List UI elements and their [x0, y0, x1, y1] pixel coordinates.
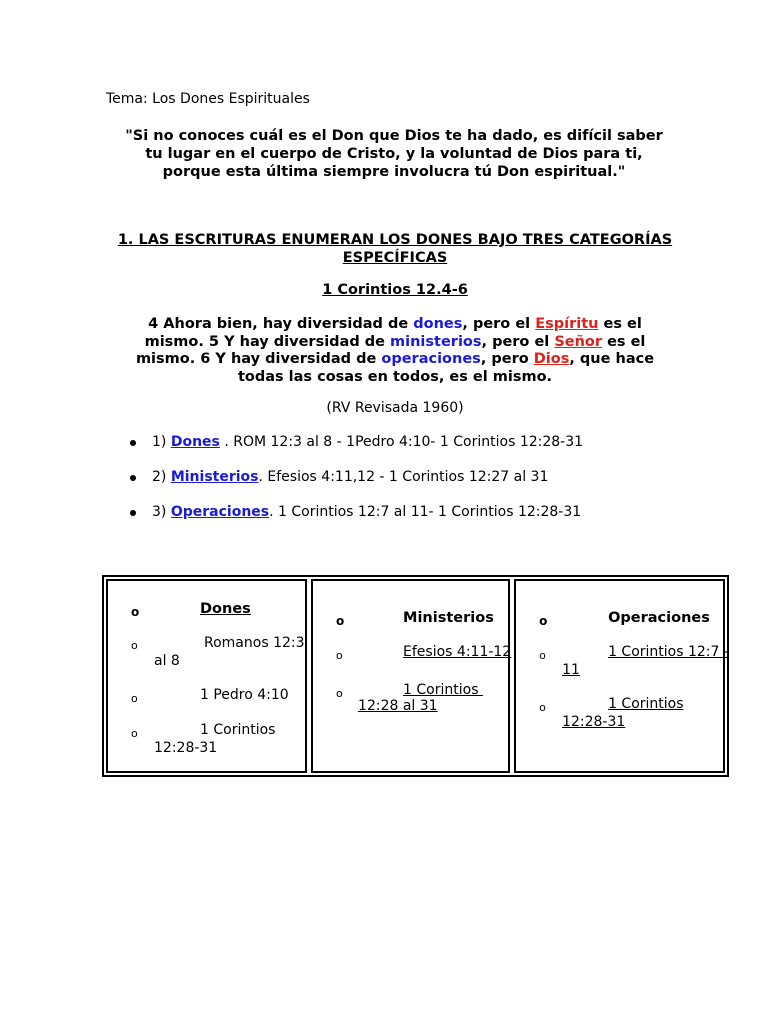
item-references: . ROM 12:3 al 8 - 1Pedro 4:10- 1 Corintios 12:28-31: [219, 434, 584, 450]
topic-line: Tema: Los Dones Espirituales: [106, 91, 310, 107]
gifts-table: [102, 575, 729, 777]
verse-text: , pero: [480, 351, 534, 367]
reference-text: 11: [562, 662, 580, 678]
link-dones[interactable]: Dones: [170, 434, 220, 450]
table-cell-ministerios: [311, 579, 510, 773]
section-heading-line: ESPECÍFICAS: [342, 250, 448, 266]
item-number: 3): [152, 504, 171, 520]
reference-link[interactable]: [336, 644, 512, 660]
item-references: . Efesios 4:11,12 - 1 Corintios 12:27 al 31: [258, 469, 549, 485]
circle-marker-icon: o: [131, 692, 138, 705]
reference-text: 1 Corintios: [200, 722, 276, 738]
table-cell-operaciones: [514, 579, 729, 773]
opening-quote: [120, 127, 668, 181]
quote-line: tu lugar en el cuerpo de Cristo, y la voluntad de Dios para ti,: [145, 146, 643, 162]
reference-text: al 8: [154, 653, 180, 669]
reference-link[interactable]: [539, 696, 683, 712]
verse-text: es el mismo. 5 Y hay diversidad de: [144, 316, 642, 350]
verse-text: 4 Ahora bien, hay diversidad de: [148, 316, 414, 332]
item-number: 1): [152, 434, 171, 450]
verse-word-dones: dones: [413, 316, 463, 332]
quote-line: "Si no conoces cuál es el Don que Dios te ha dado, es difícil saber: [125, 128, 663, 144]
circle-marker-icon: o: [336, 614, 345, 628]
reference-text: 1 Corintios: [608, 696, 684, 712]
reference-text: Romanos 12:3: [204, 635, 305, 651]
reference-link[interactable]: [336, 682, 483, 698]
circle-marker-icon: o: [131, 727, 138, 740]
scripture-verse: [130, 316, 660, 386]
verse-word-dios: Dios: [533, 351, 570, 367]
bullet-icon: [130, 475, 136, 481]
circle-marker-icon: o: [131, 605, 140, 619]
column-header: Operaciones: [608, 610, 710, 626]
section-heading-line: 1. LAS ESCRITURAS ENUMERAN LOS DONES BAJO TRES CATEGORÍAS: [117, 232, 673, 248]
column-header: Ministerios: [403, 610, 494, 626]
category-list: [130, 434, 583, 539]
section-heading: [112, 231, 678, 267]
reference-text: 1 Corintios: [403, 682, 483, 698]
verse-text: , pero el: [462, 316, 536, 332]
verse-word-espiritu: Espíritu: [535, 316, 599, 332]
verse-word-operaciones: operaciones: [381, 351, 481, 367]
circle-marker-icon: o: [336, 649, 343, 662]
reference-text: 12:28 al 31: [358, 698, 438, 714]
list-item: [130, 504, 583, 539]
quote-line: porque esta última siempre involucra tú Don espiritual.": [162, 164, 626, 180]
link-operaciones[interactable]: Operaciones: [170, 504, 270, 520]
item-references: . 1 Corintios 12:7 al 11- 1 Corintios 12:28-31: [269, 504, 582, 520]
verse-text: es el mismo. 6 Y hay diversidad de: [135, 333, 646, 367]
verse-word-ministerios: ministerios: [390, 333, 482, 350]
reference-text: 1 Corintios 12:7 -: [608, 644, 729, 660]
circle-marker-icon: o: [539, 614, 548, 628]
reference-text: Efesios 4:11-12: [403, 644, 512, 660]
column-header: Dones: [200, 601, 251, 617]
item-number: 2): [152, 469, 171, 485]
scripture-reference: 1 Corintios 12.4-6: [322, 282, 468, 298]
list-item: [130, 434, 583, 469]
circle-marker-icon: o: [336, 687, 343, 700]
verse-text: , que hace todas las cosas en todos, es el mismo.: [237, 351, 655, 385]
verse-text: , pero el: [481, 333, 555, 350]
bullet-icon: [130, 440, 136, 446]
circle-marker-icon: o: [131, 639, 138, 652]
reference-text: 1 Pedro 4:10: [200, 687, 289, 703]
bullet-icon: [130, 510, 136, 516]
circle-marker-icon: o: [539, 649, 546, 662]
reference-text: 12:28-31: [154, 740, 218, 756]
table-cell-dones: [106, 579, 307, 773]
bible-version: (RV Revisada 1960): [326, 400, 464, 416]
reference-link[interactable]: [539, 644, 729, 660]
link-ministerios[interactable]: Ministerios: [170, 469, 259, 485]
reference-text: 12:28-31: [562, 714, 626, 730]
verse-word-senor: Señor: [554, 333, 603, 350]
circle-marker-icon: o: [539, 701, 546, 714]
list-item: [130, 469, 583, 504]
